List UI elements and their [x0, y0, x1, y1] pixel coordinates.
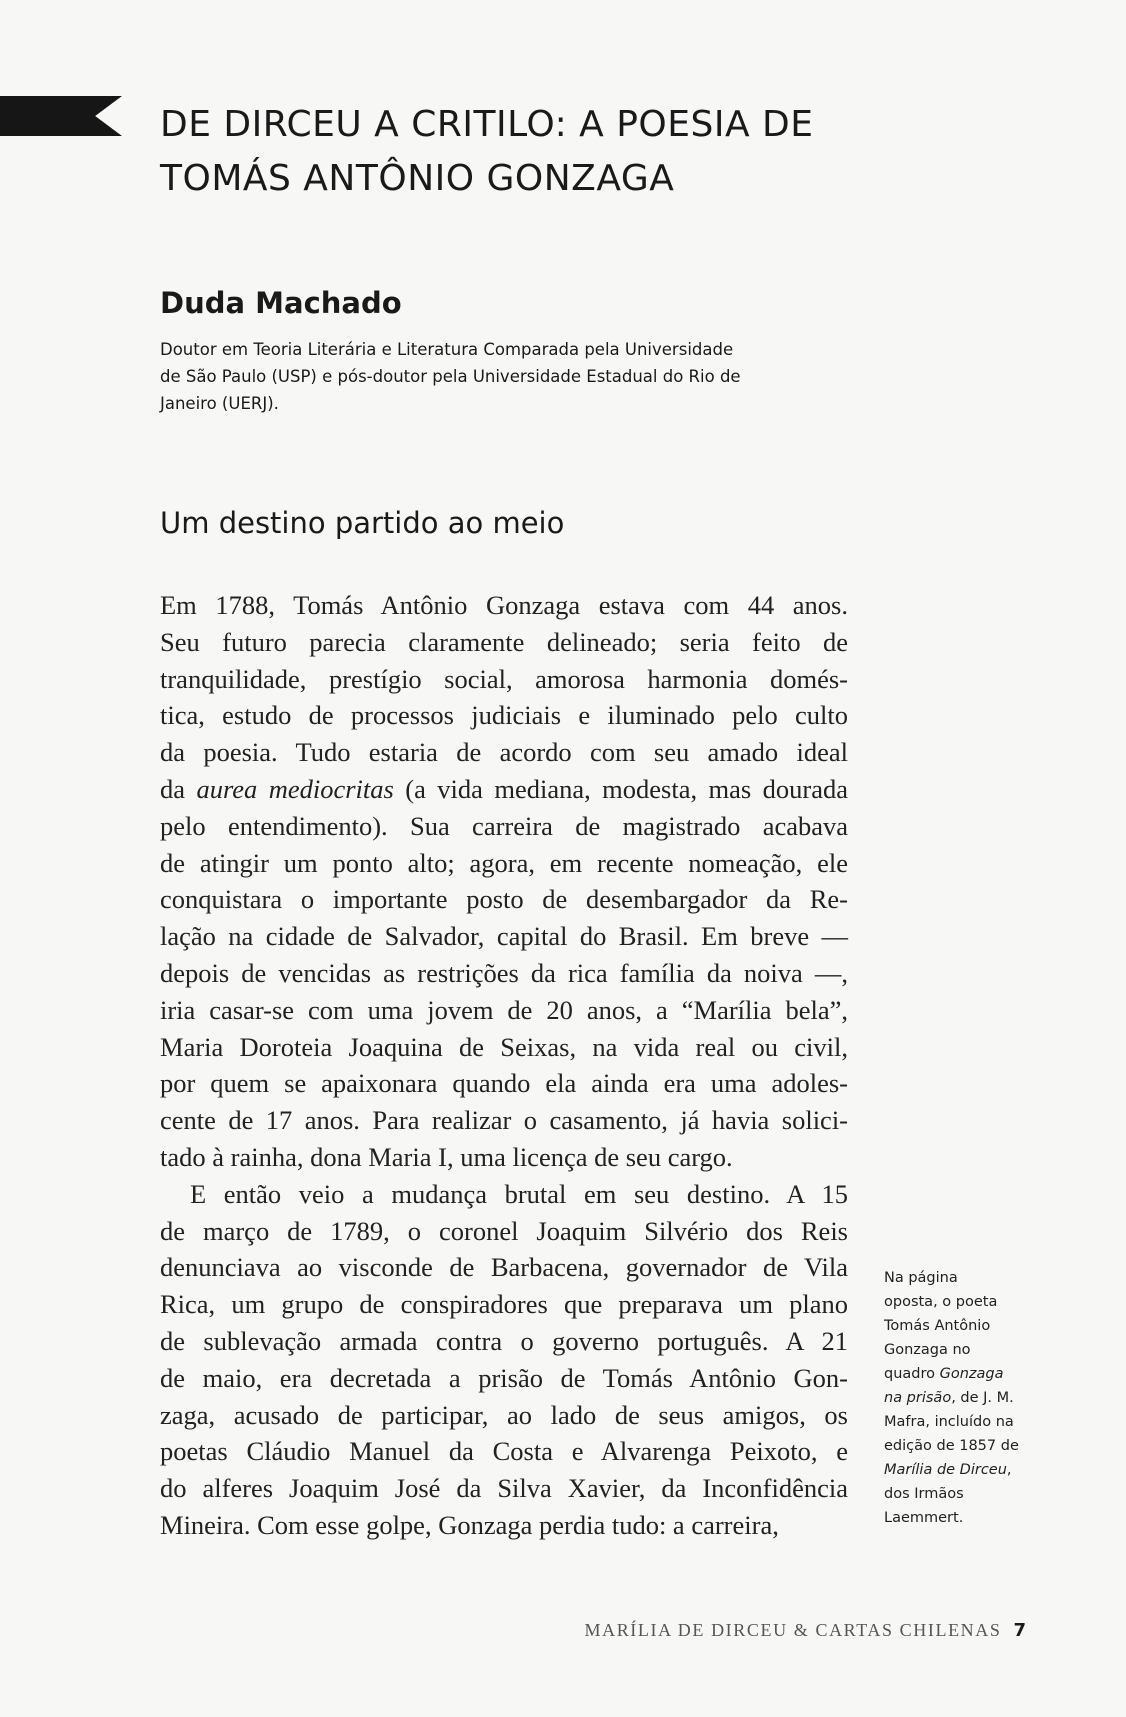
running-title: MARÍLIA DE DIRCEU & CARTAS CHILENAS — [584, 1620, 1002, 1640]
body-line: de atingir um ponto alto; agora, em recente nomeação, ele — [160, 847, 848, 878]
page-footer — [584, 1620, 1026, 1641]
body-line: por quem se apaixonara quando ela ainda era uma adoles- — [160, 1068, 848, 1099]
body-line: Em 1788, Tomás Antônio Gonzaga estava com 44 anos. — [160, 590, 848, 620]
body-line: conquistara o importante posto de desembargador da Re- — [160, 884, 848, 915]
caption-italic: Gonzaga — [939, 1366, 1004, 1382]
author-bio-line: Janeiro (UERJ). — [160, 394, 279, 413]
body-line: de março de 1789, o coronel Joaquim Silvério dos Reis — [160, 1215, 848, 1246]
caption-line: Na página — [884, 1270, 958, 1286]
caption-line: edição de 1857 de — [884, 1438, 1019, 1454]
caption-line: quadro Gonzaga — [884, 1366, 1004, 1382]
author-bio — [160, 336, 860, 417]
caption-line: na prisão, de J. M. — [884, 1390, 1014, 1406]
author-bio-line: Doutor em Teoria Literária e Literatura Comparada pela Universidade — [160, 340, 734, 359]
author-bio-line: de São Paulo (USP) e pós-doutor pela Universidade Estadual do Rio de — [160, 367, 741, 386]
chapter-title — [160, 98, 960, 206]
body-line: Mineira. Com esse golpe, Gonzaga perdia tudo: a carreira, — [160, 1509, 779, 1540]
body-line: depois de vencidas as restrições da rica família da noiva —, — [160, 957, 848, 988]
body-line: cente de 17 anos. Para realizar o casamento, já havia solici- — [160, 1105, 848, 1136]
caption-line: dos Irmãos — [884, 1486, 964, 1502]
body-line: pelo entendimento). Sua carreira de magistrado acabava — [160, 810, 848, 841]
caption-italic: Marília de Dirceu — [884, 1462, 1007, 1478]
body-line: Rica, um grupo de conspiradores que preparava um plano — [160, 1289, 848, 1320]
caption-line: Tomás Antônio — [884, 1318, 991, 1334]
body-line: tado à rainha, dona Maria I, uma licença de seu cargo. — [160, 1141, 733, 1172]
body-line: lação na cidade de Salvador, capital do Brasil. Em breve — — [160, 921, 848, 952]
body-line: da poesia. Tudo estaria de acordo com seu amado ideal — [160, 737, 848, 768]
body-line: denunciava ao visconde de Barbacena, governador de Vila — [160, 1252, 848, 1283]
body-line: tranquilidade, prestígio social, amorosa harmonia domés- — [160, 663, 848, 694]
caption-italic: na prisão — [884, 1390, 952, 1406]
caption-line: Marília de Dirceu, — [884, 1462, 1012, 1478]
body-line: Maria Doroteia Joaquina de Seixas, na vida real ou civil, — [160, 1031, 848, 1062]
italic-term: aurea mediocritas — [196, 773, 394, 804]
section-title: Um destino partido ao meio — [160, 506, 565, 540]
chapter-marker — [0, 96, 122, 136]
body-line: Seu futuro parecia claramente delineado; seria feito de — [160, 626, 848, 657]
caption-line: Laemmert. — [884, 1510, 964, 1526]
caption-line: Mafra, incluído na — [884, 1414, 1014, 1430]
body-line: de sublevação armada contra o governo português. A 21 — [160, 1325, 848, 1356]
page-number: 7 — [1013, 1620, 1026, 1641]
body-line: de maio, era decretada a prisão de Tomás Antônio Gon- — [160, 1362, 848, 1393]
body-line: iria casar-se com uma jovem de 20 anos, a “Marília bela”, — [160, 994, 848, 1025]
body-line: do alferes Joaquim José da Silva Xavier, da Inconfidência — [160, 1473, 848, 1504]
author-name: Duda Machado — [160, 286, 402, 320]
image-caption — [884, 1266, 1034, 1530]
body-line: poetas Cláudio Manuel da Costa e Alvarenga Peixoto, e — [160, 1436, 848, 1467]
caption-line: oposta, o poeta — [884, 1294, 998, 1310]
chapter-title-line: TOMÁS ANTÔNIO GONZAGA — [160, 158, 675, 199]
body-line: da aurea mediocritas (a vida mediana, modesta, mas dourada — [160, 773, 849, 804]
chapter-title-line: DE DIRCEU A CRITILO: A POESIA DE — [160, 104, 814, 145]
body-line: tica, estudo de processos judiciais e iluminado pelo culto — [160, 700, 848, 731]
caption-line: Gonzaga no — [884, 1342, 971, 1358]
body-line: zaga, acusado de participar, ao lado de seus amigos, os — [160, 1399, 848, 1430]
body-line: E então veio a mudança brutal em seu destino. A 15 — [190, 1178, 848, 1209]
body-text — [160, 587, 848, 1544]
